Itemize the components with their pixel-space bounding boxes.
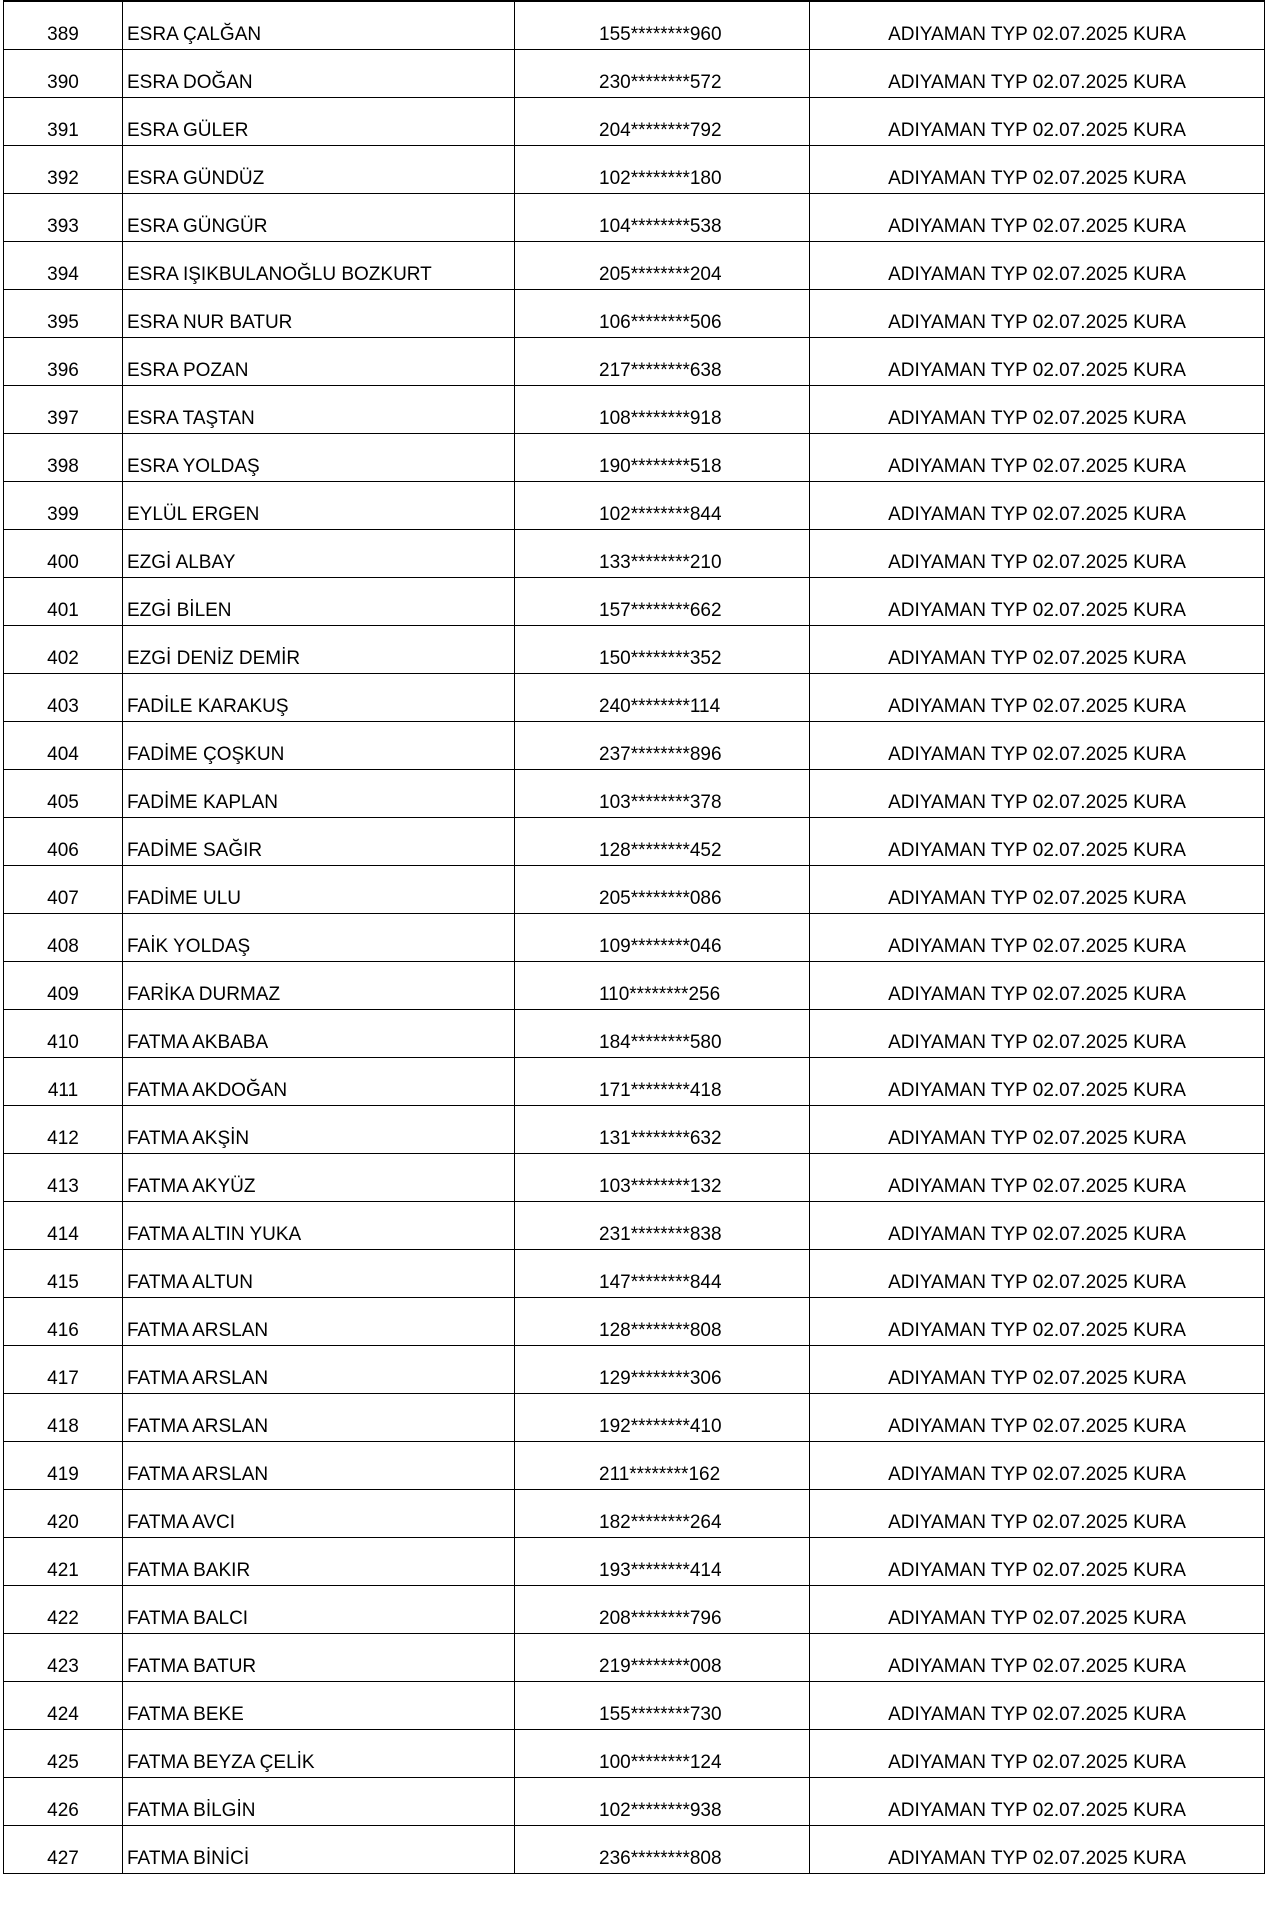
table-row	[4, 97, 1265, 145]
row-number-cell: 407	[4, 865, 123, 913]
row-number-cell: 402	[4, 625, 123, 673]
full-name-cell: FATMA BALCI	[123, 1585, 515, 1633]
full-name-cell: EYLÜL ERGEN	[123, 481, 515, 529]
draw-note-cell: ADIYAMAN TYP 02.07.2025 KURA	[810, 1441, 1265, 1489]
table-row	[4, 241, 1265, 289]
full-name-cell: ESRA GÜNDÜZ	[123, 145, 515, 193]
draw-note-cell: ADIYAMAN TYP 02.07.2025 KURA	[810, 817, 1265, 865]
masked-id-cell: 182********264	[515, 1489, 810, 1537]
draw-note-cell: ADIYAMAN TYP 02.07.2025 KURA	[810, 1825, 1265, 1873]
full-name-cell: ESRA GÜLER	[123, 97, 515, 145]
table-row	[4, 1249, 1265, 1297]
draw-note-cell: ADIYAMAN TYP 02.07.2025 KURA	[810, 961, 1265, 1009]
full-name-cell: FATMA AKDOĞAN	[123, 1057, 515, 1105]
masked-id-cell: 109********046	[515, 913, 810, 961]
masked-id-cell: 217********638	[515, 337, 810, 385]
table-row	[4, 577, 1265, 625]
row-number-cell: 426	[4, 1777, 123, 1825]
table-row	[4, 529, 1265, 577]
table-row	[4, 433, 1265, 481]
full-name-cell: EZGİ DENİZ DEMİR	[123, 625, 515, 673]
row-number-cell: 420	[4, 1489, 123, 1537]
row-number-cell: 422	[4, 1585, 123, 1633]
masked-id-cell: 184********580	[515, 1009, 810, 1057]
full-name-cell: FATMA BİLGİN	[123, 1777, 515, 1825]
masked-id-cell: 129********306	[515, 1345, 810, 1393]
draw-note-cell: ADIYAMAN TYP 02.07.2025 KURA	[810, 1153, 1265, 1201]
draw-note-cell: ADIYAMAN TYP 02.07.2025 KURA	[810, 1489, 1265, 1537]
table-row	[4, 385, 1265, 433]
full-name-cell: FADİME SAĞIR	[123, 817, 515, 865]
draw-note-cell: ADIYAMAN TYP 02.07.2025 KURA	[810, 1585, 1265, 1633]
draw-note-cell: ADIYAMAN TYP 02.07.2025 KURA	[810, 769, 1265, 817]
full-name-cell: FADİME ULU	[123, 865, 515, 913]
draw-note-cell: ADIYAMAN TYP 02.07.2025 KURA	[810, 337, 1265, 385]
table-row	[4, 49, 1265, 97]
table-row	[4, 1585, 1265, 1633]
row-number-cell: 395	[4, 289, 123, 337]
table-row	[4, 1297, 1265, 1345]
table-row	[4, 1153, 1265, 1201]
draw-note-cell: ADIYAMAN TYP 02.07.2025 KURA	[810, 529, 1265, 577]
full-name-cell: FATMA ALTUN	[123, 1249, 515, 1297]
draw-note-cell: ADIYAMAN TYP 02.07.2025 KURA	[810, 49, 1265, 97]
full-name-cell: FATMA AKYÜZ	[123, 1153, 515, 1201]
row-number-cell: 412	[4, 1105, 123, 1153]
draw-note-cell: ADIYAMAN TYP 02.07.2025 KURA	[810, 241, 1265, 289]
full-name-cell: FATMA BİNİCİ	[123, 1825, 515, 1873]
masked-id-cell: 211********162	[515, 1441, 810, 1489]
draw-note-cell: ADIYAMAN TYP 02.07.2025 KURA	[810, 1057, 1265, 1105]
table-row	[4, 1, 1265, 49]
full-name-cell: FATMA AKBABA	[123, 1009, 515, 1057]
row-number-cell: 393	[4, 193, 123, 241]
draw-note-cell: ADIYAMAN TYP 02.07.2025 KURA	[810, 1201, 1265, 1249]
full-name-cell: FATMA ALTIN YUKA	[123, 1201, 515, 1249]
masked-id-cell: 131********632	[515, 1105, 810, 1153]
masked-id-cell: 103********378	[515, 769, 810, 817]
masked-id-cell: 102********844	[515, 481, 810, 529]
draw-note-cell: ADIYAMAN TYP 02.07.2025 KURA	[810, 289, 1265, 337]
row-number-cell: 408	[4, 913, 123, 961]
table-row	[4, 913, 1265, 961]
table-row	[4, 625, 1265, 673]
table-row	[4, 1777, 1265, 1825]
full-name-cell: FATMA AVCI	[123, 1489, 515, 1537]
draw-note-cell: ADIYAMAN TYP 02.07.2025 KURA	[810, 625, 1265, 673]
lottery-results-sheet	[3, 0, 1264, 1874]
masked-id-cell: 106********506	[515, 289, 810, 337]
full-name-cell: FADİLE KARAKUŞ	[123, 673, 515, 721]
table-row	[4, 1681, 1265, 1729]
masked-id-cell: 205********086	[515, 865, 810, 913]
row-number-cell: 396	[4, 337, 123, 385]
draw-note-cell: ADIYAMAN TYP 02.07.2025 KURA	[810, 385, 1265, 433]
masked-id-cell: 100********124	[515, 1729, 810, 1777]
masked-id-cell: 219********008	[515, 1633, 810, 1681]
draw-note-cell: ADIYAMAN TYP 02.07.2025 KURA	[810, 721, 1265, 769]
draw-note-cell: ADIYAMAN TYP 02.07.2025 KURA	[810, 145, 1265, 193]
row-number-cell: 406	[4, 817, 123, 865]
masked-id-cell: 192********410	[515, 1393, 810, 1441]
draw-note-cell: ADIYAMAN TYP 02.07.2025 KURA	[810, 1393, 1265, 1441]
masked-id-cell: 110********256	[515, 961, 810, 1009]
masked-id-cell: 231********838	[515, 1201, 810, 1249]
masked-id-cell: 150********352	[515, 625, 810, 673]
draw-note-cell: ADIYAMAN TYP 02.07.2025 KURA	[810, 1681, 1265, 1729]
draw-note-cell: ADIYAMAN TYP 02.07.2025 KURA	[810, 1633, 1265, 1681]
masked-id-cell: 193********414	[515, 1537, 810, 1585]
row-number-cell: 399	[4, 481, 123, 529]
full-name-cell: ESRA TAŞTAN	[123, 385, 515, 433]
draw-note-cell: ADIYAMAN TYP 02.07.2025 KURA	[810, 1729, 1265, 1777]
table-row	[4, 673, 1265, 721]
table-row	[4, 961, 1265, 1009]
table-row	[4, 1057, 1265, 1105]
draw-note-cell: ADIYAMAN TYP 02.07.2025 KURA	[810, 1345, 1265, 1393]
table-row	[4, 145, 1265, 193]
row-number-cell: 414	[4, 1201, 123, 1249]
full-name-cell: FADİME KAPLAN	[123, 769, 515, 817]
table-row	[4, 1105, 1265, 1153]
row-number-cell: 423	[4, 1633, 123, 1681]
table-row	[4, 193, 1265, 241]
row-number-cell: 403	[4, 673, 123, 721]
full-name-cell: ESRA POZAN	[123, 337, 515, 385]
full-name-cell: EZGİ ALBAY	[123, 529, 515, 577]
row-number-cell: 397	[4, 385, 123, 433]
draw-note-cell: ADIYAMAN TYP 02.07.2025 KURA	[810, 1537, 1265, 1585]
full-name-cell: ESRA YOLDAŞ	[123, 433, 515, 481]
row-number-cell: 427	[4, 1825, 123, 1873]
full-name-cell: FATMA BATUR	[123, 1633, 515, 1681]
masked-id-cell: 230********572	[515, 49, 810, 97]
masked-id-cell: 147********844	[515, 1249, 810, 1297]
table-row	[4, 1393, 1265, 1441]
table-row	[4, 1009, 1265, 1057]
full-name-cell: EZGİ BİLEN	[123, 577, 515, 625]
full-name-cell: FATMA BEYZA ÇELİK	[123, 1729, 515, 1777]
table-row	[4, 721, 1265, 769]
table-row	[4, 1345, 1265, 1393]
full-name-cell: FATMA ARSLAN	[123, 1393, 515, 1441]
row-number-cell: 409	[4, 961, 123, 1009]
table-row	[4, 1729, 1265, 1777]
full-name-cell: ESRA ÇALĞAN	[123, 1, 515, 49]
masked-id-cell: 104********538	[515, 193, 810, 241]
row-number-cell: 411	[4, 1057, 123, 1105]
row-number-cell: 413	[4, 1153, 123, 1201]
full-name-cell: ESRA NUR BATUR	[123, 289, 515, 337]
row-number-cell: 418	[4, 1393, 123, 1441]
row-number-cell: 417	[4, 1345, 123, 1393]
full-name-cell: FATMA ARSLAN	[123, 1345, 515, 1393]
draw-note-cell: ADIYAMAN TYP 02.07.2025 KURA	[810, 1, 1265, 49]
masked-id-cell: 157********662	[515, 577, 810, 625]
table-row	[4, 1201, 1265, 1249]
table-row	[4, 865, 1265, 913]
draw-note-cell: ADIYAMAN TYP 02.07.2025 KURA	[810, 1009, 1265, 1057]
masked-id-cell: 171********418	[515, 1057, 810, 1105]
row-number-cell: 415	[4, 1249, 123, 1297]
full-name-cell: FATMA ARSLAN	[123, 1441, 515, 1489]
masked-id-cell: 108********918	[515, 385, 810, 433]
row-number-cell: 389	[4, 1, 123, 49]
masked-id-cell: 155********730	[515, 1681, 810, 1729]
full-name-cell: ESRA DOĞAN	[123, 49, 515, 97]
table-row	[4, 1825, 1265, 1873]
row-number-cell: 410	[4, 1009, 123, 1057]
draw-note-cell: ADIYAMAN TYP 02.07.2025 KURA	[810, 673, 1265, 721]
full-name-cell: FATMA ARSLAN	[123, 1297, 515, 1345]
masked-id-cell: 208********796	[515, 1585, 810, 1633]
row-number-cell: 405	[4, 769, 123, 817]
table-row	[4, 817, 1265, 865]
table-row	[4, 1441, 1265, 1489]
row-number-cell: 421	[4, 1537, 123, 1585]
full-name-cell: FATMA BAKIR	[123, 1537, 515, 1585]
table-row	[4, 289, 1265, 337]
row-number-cell: 394	[4, 241, 123, 289]
row-number-cell: 425	[4, 1729, 123, 1777]
full-name-cell: FAİK YOLDAŞ	[123, 913, 515, 961]
masked-id-cell: 102********938	[515, 1777, 810, 1825]
full-name-cell: FATMA AKŞİN	[123, 1105, 515, 1153]
row-number-cell: 400	[4, 529, 123, 577]
row-number-cell: 419	[4, 1441, 123, 1489]
row-number-cell: 401	[4, 577, 123, 625]
masked-id-cell: 237********896	[515, 721, 810, 769]
masked-id-cell: 103********132	[515, 1153, 810, 1201]
draw-note-cell: ADIYAMAN TYP 02.07.2025 KURA	[810, 865, 1265, 913]
draw-note-cell: ADIYAMAN TYP 02.07.2025 KURA	[810, 1297, 1265, 1345]
row-number-cell: 392	[4, 145, 123, 193]
table-row	[4, 337, 1265, 385]
full-name-cell: ESRA IŞIKBULANOĞLU BOZKURT	[123, 241, 515, 289]
draw-note-cell: ADIYAMAN TYP 02.07.2025 KURA	[810, 913, 1265, 961]
draw-note-cell: ADIYAMAN TYP 02.07.2025 KURA	[810, 433, 1265, 481]
results-table	[3, 0, 1265, 1874]
row-number-cell: 416	[4, 1297, 123, 1345]
full-name-cell: FADİME ÇOŞKUN	[123, 721, 515, 769]
results-table-body	[4, 1, 1265, 1873]
row-number-cell: 398	[4, 433, 123, 481]
table-row	[4, 481, 1265, 529]
masked-id-cell: 133********210	[515, 529, 810, 577]
table-row	[4, 1537, 1265, 1585]
draw-note-cell: ADIYAMAN TYP 02.07.2025 KURA	[810, 1777, 1265, 1825]
draw-note-cell: ADIYAMAN TYP 02.07.2025 KURA	[810, 1105, 1265, 1153]
row-number-cell: 424	[4, 1681, 123, 1729]
table-row	[4, 1489, 1265, 1537]
row-number-cell: 404	[4, 721, 123, 769]
row-number-cell: 391	[4, 97, 123, 145]
masked-id-cell: 205********204	[515, 241, 810, 289]
draw-note-cell: ADIYAMAN TYP 02.07.2025 KURA	[810, 577, 1265, 625]
draw-note-cell: ADIYAMAN TYP 02.07.2025 KURA	[810, 481, 1265, 529]
masked-id-cell: 236********808	[515, 1825, 810, 1873]
draw-note-cell: ADIYAMAN TYP 02.07.2025 KURA	[810, 97, 1265, 145]
masked-id-cell: 102********180	[515, 145, 810, 193]
masked-id-cell: 128********452	[515, 817, 810, 865]
draw-note-cell: ADIYAMAN TYP 02.07.2025 KURA	[810, 193, 1265, 241]
draw-note-cell: ADIYAMAN TYP 02.07.2025 KURA	[810, 1249, 1265, 1297]
masked-id-cell: 155********960	[515, 1, 810, 49]
full-name-cell: FATMA BEKE	[123, 1681, 515, 1729]
full-name-cell: ESRA GÜNGÜR	[123, 193, 515, 241]
table-row	[4, 769, 1265, 817]
table-row	[4, 1633, 1265, 1681]
masked-id-cell: 128********808	[515, 1297, 810, 1345]
row-number-cell: 390	[4, 49, 123, 97]
masked-id-cell: 240********114	[515, 673, 810, 721]
full-name-cell: FARİKA DURMAZ	[123, 961, 515, 1009]
masked-id-cell: 190********518	[515, 433, 810, 481]
masked-id-cell: 204********792	[515, 97, 810, 145]
